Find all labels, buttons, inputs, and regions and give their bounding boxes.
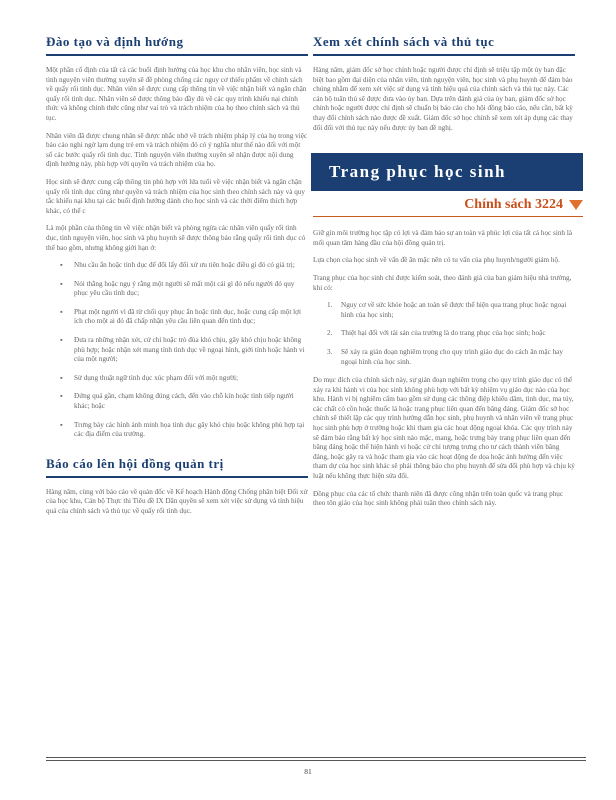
paragraph: Học sinh sẽ được cung cấp thông tin phù hợp với lứa tuổi về việc nhận biết và ngăn chặn quấy rối tình dục cũng như quyền và trách nhiệm của học sinh theo chính sách này và quy tắc khiếu nại khu tại các buổi định hướng dành cho học sinh và các thời điểm thích hợp khác, có thể c [46,177,305,215]
bullet-icon: ▪ [60,261,63,270]
policy-number: Chính sách 3224 [464,197,563,213]
list-item: ▪ Đứng quá gần, chạm không đúng cách, đến vào chỗ kín hoặc tình tiếp người khác; hoặc [60,392,294,411]
right-column [313,34,575,517]
list-item: ▪ Trưng bày các hình ảnh minh họa tình dục gây khó chịu hoặc không phù hợp tại các địa điểm của trường. [60,420,305,439]
paragraph: Nhân viên đã được chung nhân sẽ được nhắc nhở về trách nhiệm pháp lý của họ trong việc báo cáo nghi ngờ lạm dụng trẻ em và trách nhiệm đó có ý nghĩa như thế nào đối với một số các bước quấy rối tình dục. Tình nguyện viên thường xuyên sẽ nhận được nội dung định hướng này, phù hợp với quyền và trách nhiệm của họ. [46,131,308,169]
list-item: ▪ Sử dụng thuật ngữ tình dục xúc phạm đối với một người; [60,373,239,382]
section-title-board-report: Báo cáo lên hội đồng quản trị [46,456,308,478]
paragraph: Do mục đích của chính sách này, sự gián đoạn nghiêm trọng cho quy trình giáo dục có thể xảy ra khi hành vi của học sinh không phù hợp với bất kỳ nhiệm vụ giáo dục nào của học khu. Hành vi bị nghiêm cấm bao gồm sử dụng các thông điệp khiêu dâm, tình dục, ma túy, các chất có cồn hoặc thuốc lá hoặc trang phục liên quan đến băng đảng. Giám đốc sở học chính sẽ thiết lập các quy trình hướng dẫn học sinh, phụ huynh và nhân viên về trang phục học sinh phù hợp ở trường hoặc khi tham gia các hoạt động ngoại khóa. Các quy trình này sẽ đảm bảo rằng bất kỳ học sinh nào mặc, mang, hoặc trưng bày trang phục liên quan đến băng đảng hoặc thể hiện hành vi hoặc cử chỉ tượng trưng cho tư cách thành viên băng đảng, hoặc gây ra và hoặc tham gia vào các hoạt động đe dọa hoặc ảnh hưởng đến việc tham dự của học sinh khác sẽ phải thông báo cho phụ huynh để sửa đổi phù hợp và chịu kỷ luật nếu không thực hiện sửa đổi. [313,376,575,481]
paragraph: Hàng năm, giám đốc sở học chính hoặc người được chỉ định sẽ triệu tập một ủy ban đặc biệt bao gồm đại diện của nhân viên, tình nguyện viên, học sinh và phụ huynh để đảm bảo chúng nhằm để xem xét việc sử dụng và tính hiệu quả của chính sách và thủ tục này. Các cán bộ tuân thủ sẽ được đưa vào ủy ban. Dựa trên đánh giá của ủy ban, giám đốc sở học chính hoặc người được chỉ định sẽ chuẩn bị báo cáo cho hội đồng báo cáo, nếu cần, bất kỳ thay đổi chính sách nào được đề xuất. Giám đốc sở học chính sẽ xem xét áp dụng các thay đổi đối với thủ tục này nếu được ủy ban đề nghị. [313,66,573,132]
footer-rule [46,757,586,758]
list-item: 1. Nguy cơ về sức khỏe hoặc an toàn sẽ được thể hiện qua trang phục hoặc ngoại hình của học sinh; [327,301,567,319]
left-column [46,34,308,525]
list-item: 3. Sẽ xảy ra gián đoạn nghiêm trọng cho quy trình giáo dục do cách ăn mặc hay ngoại hình của học sinh. [327,347,563,366]
page-number: 81 [304,767,312,776]
list-item: ▪ Phạt một người vì đã từ chối quy phục ẩn hoặc tình dục, hoặc cung cấp một lợi ích cho một ai đó đã chấp nhận yêu cầu liên quan đến tình dục; [60,307,301,326]
policy-number-line [313,197,583,217]
dress-conditions-list [313,301,575,367]
paragraph: Trang phục của học sinh chỉ được kiểm soát, theo đánh giá của ban giám hiệu nhà trường, khi có: [313,273,572,292]
bullet-icon: ▪ [60,279,63,288]
paragraph: Hàng năm, cùng với báo cáo về quản đốc về Kế hoạch Hành động Chống phân biệt Đối xử của học khu, Cán bộ Thực thi Tiêu đề IX Dân quyền sẽ xem xét việc sử dụng và tính hiệu quả của chính sách và thủ tục về quấy rối tình dục. [46,487,308,515]
section-banner-student-dress: Trang phục học sinh [311,153,583,191]
section-title-policy-review: Xem xét chính sách và thủ tục [313,34,575,56]
bullet-icon: ▪ [60,392,63,401]
footer-rule [46,760,586,761]
triangle-down-icon [569,200,583,210]
paragraph: Một phần cố định của tất cả các buổi định hướng của học khu cho nhân viên, học sinh và tình nguyện viên thường xuyên sẽ đề phòng chống các nguy cơ thiếu phẩm về chính sách về quấy rối tình dục. Nhân viên sẽ được cung cấp thông tin về việc nhận biết và ngăn chặn quấy rối tình dục. Nhân viên sẽ được thông báo đầy đủ về các quy trình khiếu nại chính thức và không chính thức cũng như vai trò và trách nhiệm của họ theo chính sách và thủ tục. [46,66,307,122]
list-item: ▪ Nói thẳng hoặc ngụ ý rằng một người sẽ mất một cái gì đó nếu người đó quy phục yêu cầu tình dục; [60,279,295,298]
list-item: 2. Thiệt hại đối với tài sản của trường là do trang phục của học sinh; hoặc [327,329,546,338]
bullet-icon: ▪ [60,373,63,382]
bullet-icon: ▪ [60,307,63,316]
bullet-icon: ▪ [60,336,63,345]
paragraph: Đồng phục của các tổ chức thanh niên đã được công nhận trên toàn quốc và trang phục theo tôn giáo của học sinh không phải tuân theo chính sách này. [313,489,564,508]
list-item: ▪ Đưa ra những nhận xét, cử chỉ hoặc trò đùa khó chịu, gây khó chịu hoặc không phù hợp; hoặc nhận xét mang tính tình dục về ngoại hình, giới tính hoặc hành vi của một người; [60,336,305,364]
bullet-icon: ▪ [60,420,63,429]
section-title-training: Đào tạo và định hướng [46,34,308,56]
list-item: ▪ Nhu cầu ẩn hoặc tình dục để đổi lấy đối xử ưu tiên hoặc điều gì đó có giá trị; [60,261,295,270]
paragraph: Giữ gìn môi trường học tập có lợi và đảm bảo sự an toàn và phúc lợi của tất cả học sinh là mối quan tâm hàng đầu của hội đồng quản trị. [313,229,573,247]
paragraph: Là một phần của thông tin về việc nhận biết và phòng ngừa các nhân viên quấy rối tình dục, tình nguyện viên, học sinh và phụ huynh sẽ được thông báo rằng quấy rối tình dục có thể bao gồm, nhưng không giới hạn ở: [46,224,306,252]
paragraph: Lựa chọn của học sinh về vấn đề ăn mặc nên có tu vấn của phụ huynh/người giám hộ. [313,256,560,265]
harassment-examples-list [46,261,308,440]
